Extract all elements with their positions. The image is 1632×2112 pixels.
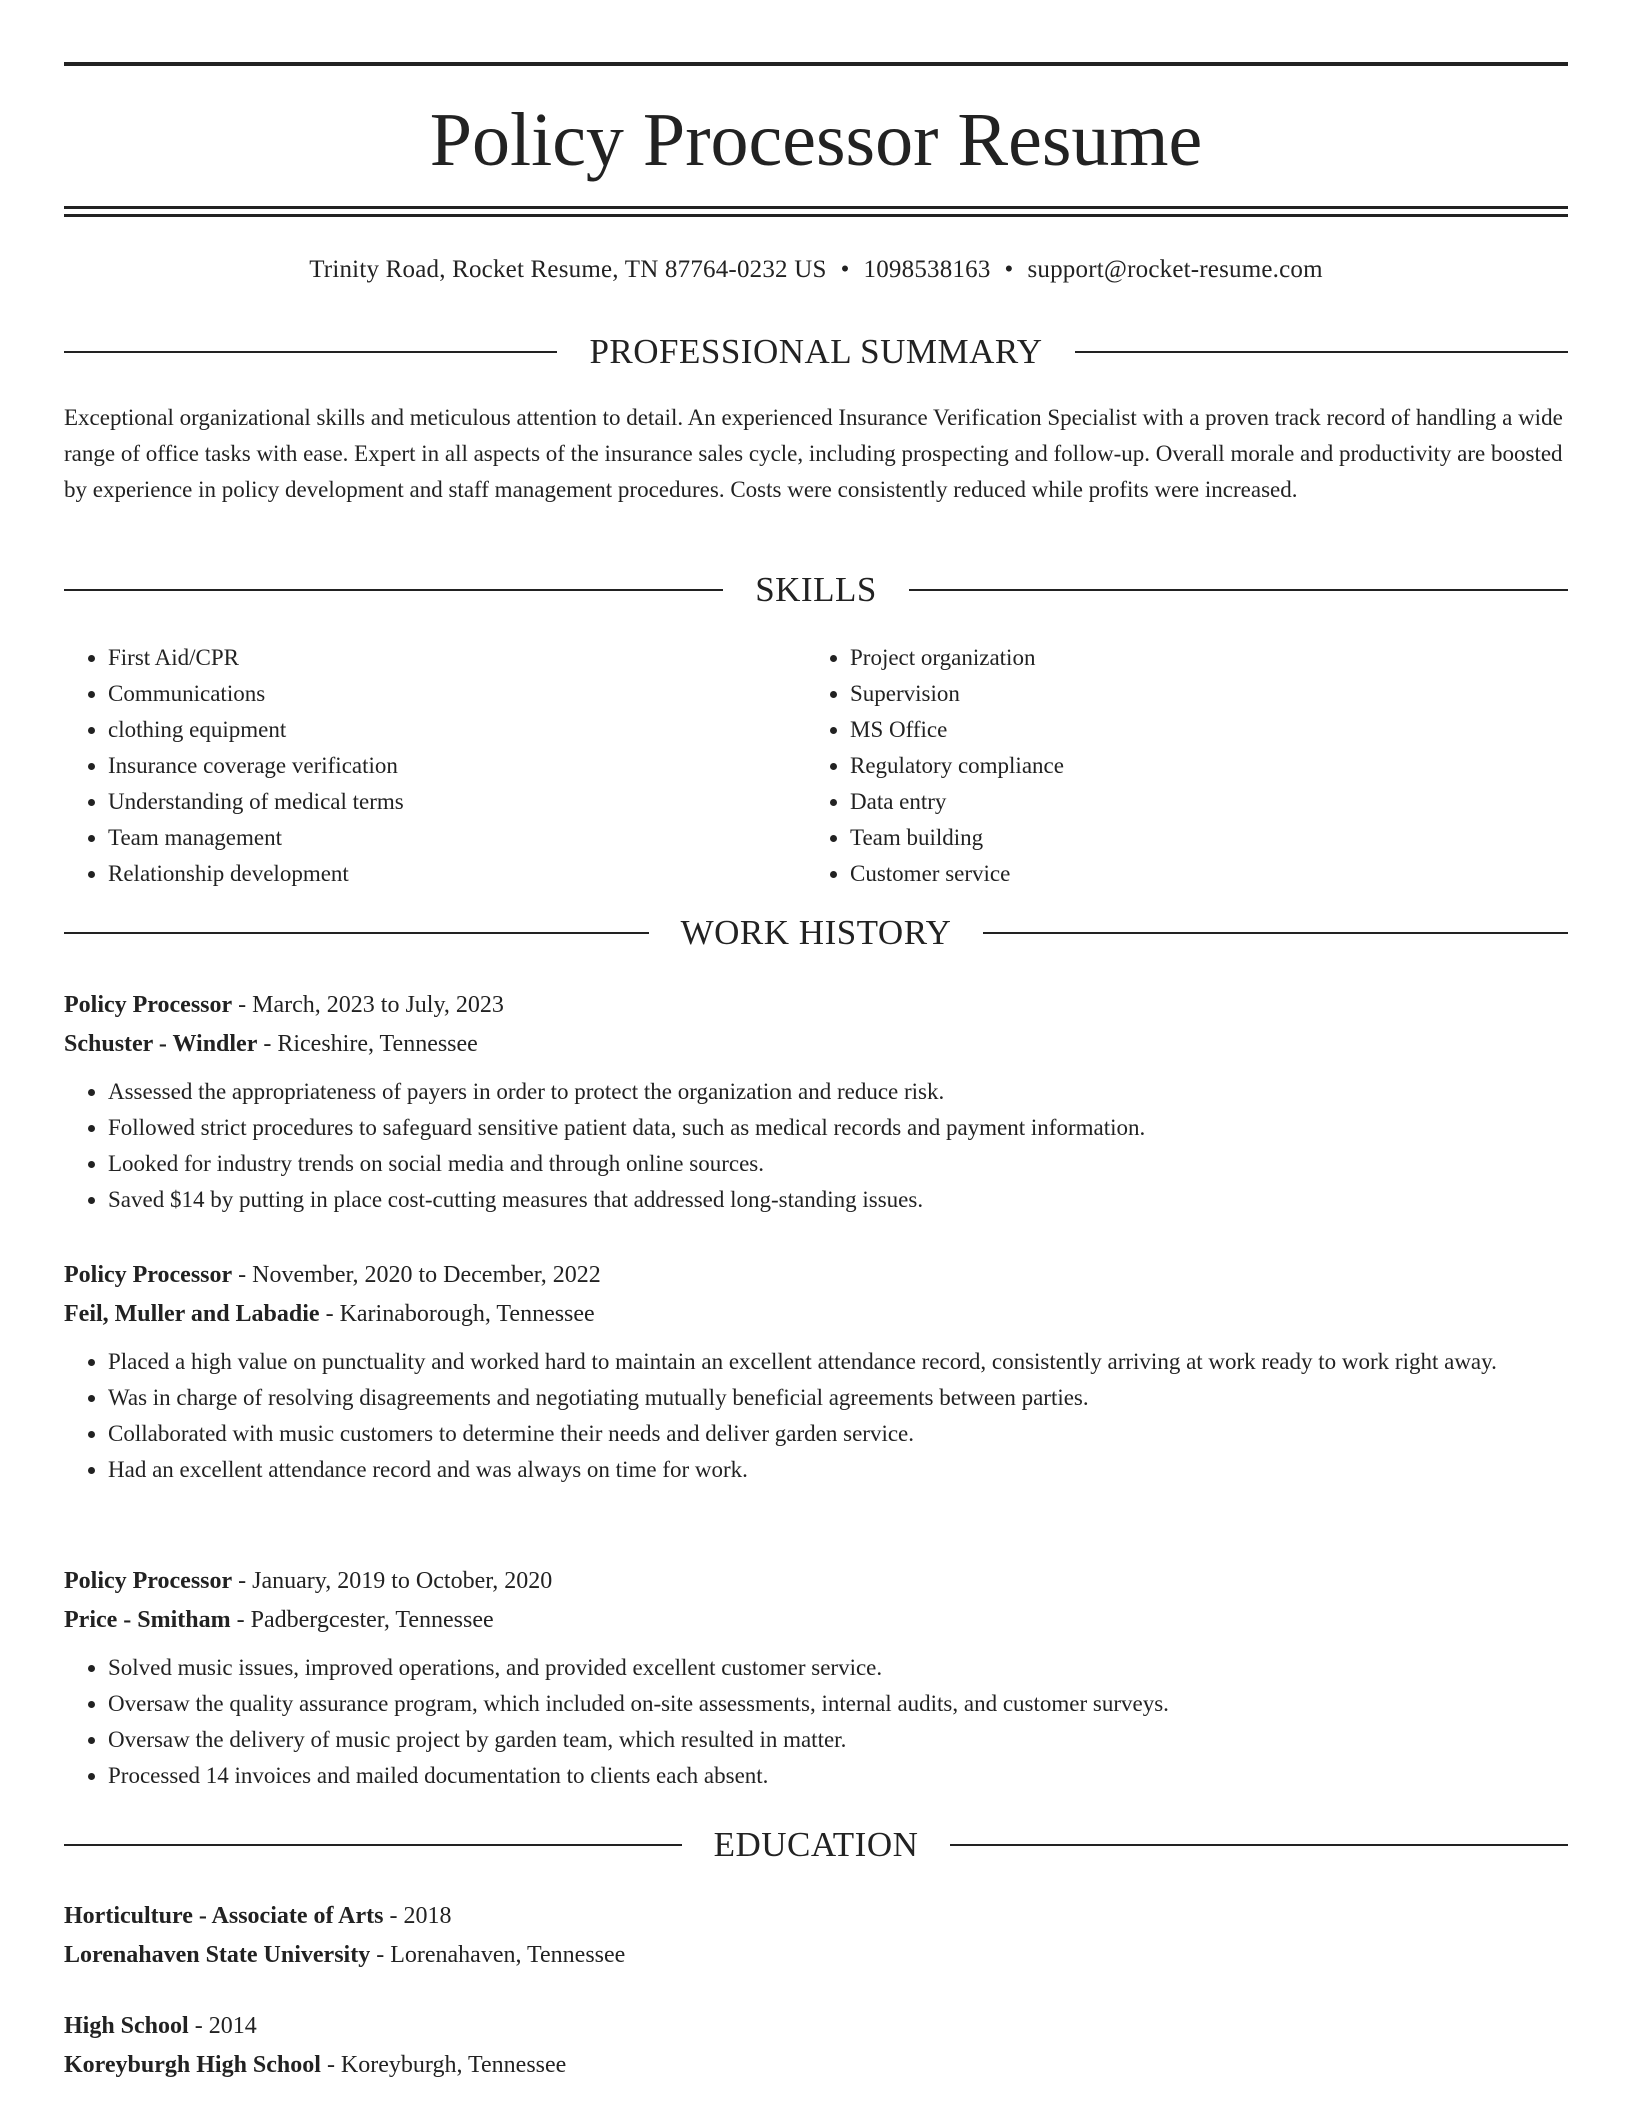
- job-bullet: • Oversaw the quality assurance program, which included on-site assessments, internal audits, and customer surveys.: [108, 1686, 1568, 1722]
- education-school: Lorenahaven State University: [64, 1942, 371, 1968]
- contact-email: support@rocket-resume.com: [1027, 256, 1323, 283]
- section-header-education: [64, 1823, 1568, 1867]
- skill-item: • MS Office: [850, 712, 1504, 748]
- skill-item: • Relationship development: [108, 856, 762, 892]
- job-bullet: • Placed a high value on punctuality and worked hard to maintain an excellent attendance record, consistently arriving at work ready to work right away.: [108, 1344, 1568, 1380]
- section-header-work: [64, 911, 1568, 955]
- education-year: - 2018: [383, 1903, 452, 1929]
- job-dates: - November, 2020 to December, 2022: [232, 1262, 601, 1288]
- section-header-skills: [64, 568, 1568, 612]
- job-bullet: • Processed 14 invoices and mailed documentation to clients each absent.: [108, 1758, 1568, 1794]
- contact-phone: 1098538163: [863, 256, 991, 283]
- skill-item: • Customer service: [850, 856, 1504, 892]
- section-header-summary: [64, 330, 1568, 374]
- job-bullet: • Had an excellent attendance record and was always on time for work.: [108, 1452, 1568, 1488]
- divider: [64, 589, 723, 591]
- job-bullets: [64, 1344, 1568, 1488]
- skill-item: • Team management: [108, 820, 762, 856]
- divider: [64, 351, 557, 353]
- job-bullet: • Followed strict procedures to safeguard sensitive patient data, such as medical records and payment information.: [108, 1110, 1568, 1146]
- divider: [950, 1844, 1568, 1846]
- education-year: - 2014: [188, 2013, 257, 2039]
- education-location: - Koreyburgh, Tennessee: [320, 2052, 567, 2078]
- job-bullet: • Assessed the appropriateness of payers in order to protect the organization and reduce risk.: [108, 1074, 1568, 1110]
- section-title-skills: SKILLS: [755, 570, 877, 609]
- skill-item: • Communications: [108, 676, 762, 712]
- divider: [64, 932, 649, 934]
- job-title: Policy Processor: [64, 1262, 233, 1288]
- job-entry: [64, 986, 1568, 1218]
- divider: [1075, 351, 1568, 353]
- education-entry: [64, 1897, 1568, 1975]
- job-company: Price - Smitham: [64, 1607, 231, 1633]
- skills-column-left: [64, 640, 762, 892]
- summary-text: Exceptional organizational skills and meticulous attention to detail. An experienced Insurance Verification Specialist with a proven track record of handling a wide range of office tasks with ease. Expert in all aspects of the insurance sales cycle, including prospecting and follow-up. Overall morale and productivity are boosted by experience in policy development and staff management procedures. Costs were consistently reduced while profits were increased.: [64, 405, 1563, 502]
- contact-separator: •: [840, 256, 850, 283]
- skill-item: • Data entry: [850, 784, 1504, 820]
- job-location: - Padbergcester, Tennessee: [230, 1607, 494, 1633]
- job-entry: [64, 1256, 1568, 1488]
- job-location: - Riceshire, Tennessee: [257, 1031, 478, 1057]
- skills-list: [64, 640, 1568, 892]
- job-dates: - January, 2019 to October, 2020: [232, 1568, 553, 1594]
- job-dates: - March, 2023 to July, 2023: [232, 992, 504, 1018]
- job-bullet: • Saved $14 by putting in place cost-cutting measures that addressed long-standing issues.: [108, 1182, 1568, 1218]
- job-company: Feil, Muller and Labadie: [64, 1301, 320, 1327]
- skill-item: • Insurance coverage verification: [108, 748, 762, 784]
- section-title-summary: PROFESSIONAL SUMMARY: [589, 332, 1043, 371]
- skill-item: • Project organization: [850, 640, 1504, 676]
- job-location: - Karinaborough, Tennessee: [319, 1301, 595, 1327]
- job-bullet: • Solved music issues, improved operations, and provided excellent customer service.: [108, 1650, 1568, 1686]
- education-location: - Lorenahaven, Tennessee: [370, 1942, 626, 1968]
- skill-item: • Regulatory compliance: [850, 748, 1504, 784]
- skill-item: • First Aid/CPR: [108, 640, 762, 676]
- job-bullets: [64, 1650, 1568, 1794]
- resume-title: Policy Processor Resume: [429, 98, 1203, 182]
- education-degree: High School: [64, 2013, 189, 2039]
- job-company: Schuster - Windler: [64, 1031, 258, 1057]
- skills-column-right: [806, 640, 1504, 892]
- skill-item: • Supervision: [850, 676, 1504, 712]
- education-school: Koreyburgh High School: [64, 2052, 321, 2078]
- divider: [64, 1844, 682, 1846]
- job-bullet: • Oversaw the delivery of music project by garden team, which resulted in matter.: [108, 1722, 1568, 1758]
- divider: [909, 589, 1568, 591]
- section-title-work: WORK HISTORY: [680, 913, 952, 952]
- job-bullet: • Collaborated with music customers to determine their needs and deliver garden service.: [108, 1416, 1568, 1452]
- divider: [983, 932, 1568, 934]
- job-bullet: • Looked for industry trends on social media and through online sources.: [108, 1146, 1568, 1182]
- title-rule-upper: [64, 206, 1568, 209]
- contact-address: Trinity Road, Rocket Resume, TN 87764-0232 US: [309, 256, 827, 283]
- education-entry: [64, 2007, 1568, 2085]
- section-title-education: EDUCATION: [713, 1825, 919, 1864]
- contact-separator: •: [1004, 256, 1014, 283]
- job-bullets: [64, 1074, 1568, 1218]
- job-entry: [64, 1562, 1568, 1794]
- contact-line: [64, 253, 1568, 287]
- title-rule-lower: [64, 214, 1568, 217]
- education-degree: Horticulture - Associate of Arts: [64, 1903, 384, 1929]
- skill-item: • clothing equipment: [108, 712, 762, 748]
- job-title: Policy Processor: [64, 1568, 233, 1594]
- skill-item: • Team building: [850, 820, 1504, 856]
- skill-item: • Understanding of medical terms: [108, 784, 762, 820]
- job-title: Policy Processor: [64, 992, 233, 1018]
- job-bullet: • Was in charge of resolving disagreements and negotiating mutually beneficial agreements between parties.: [108, 1380, 1568, 1416]
- top-rule: [64, 62, 1568, 66]
